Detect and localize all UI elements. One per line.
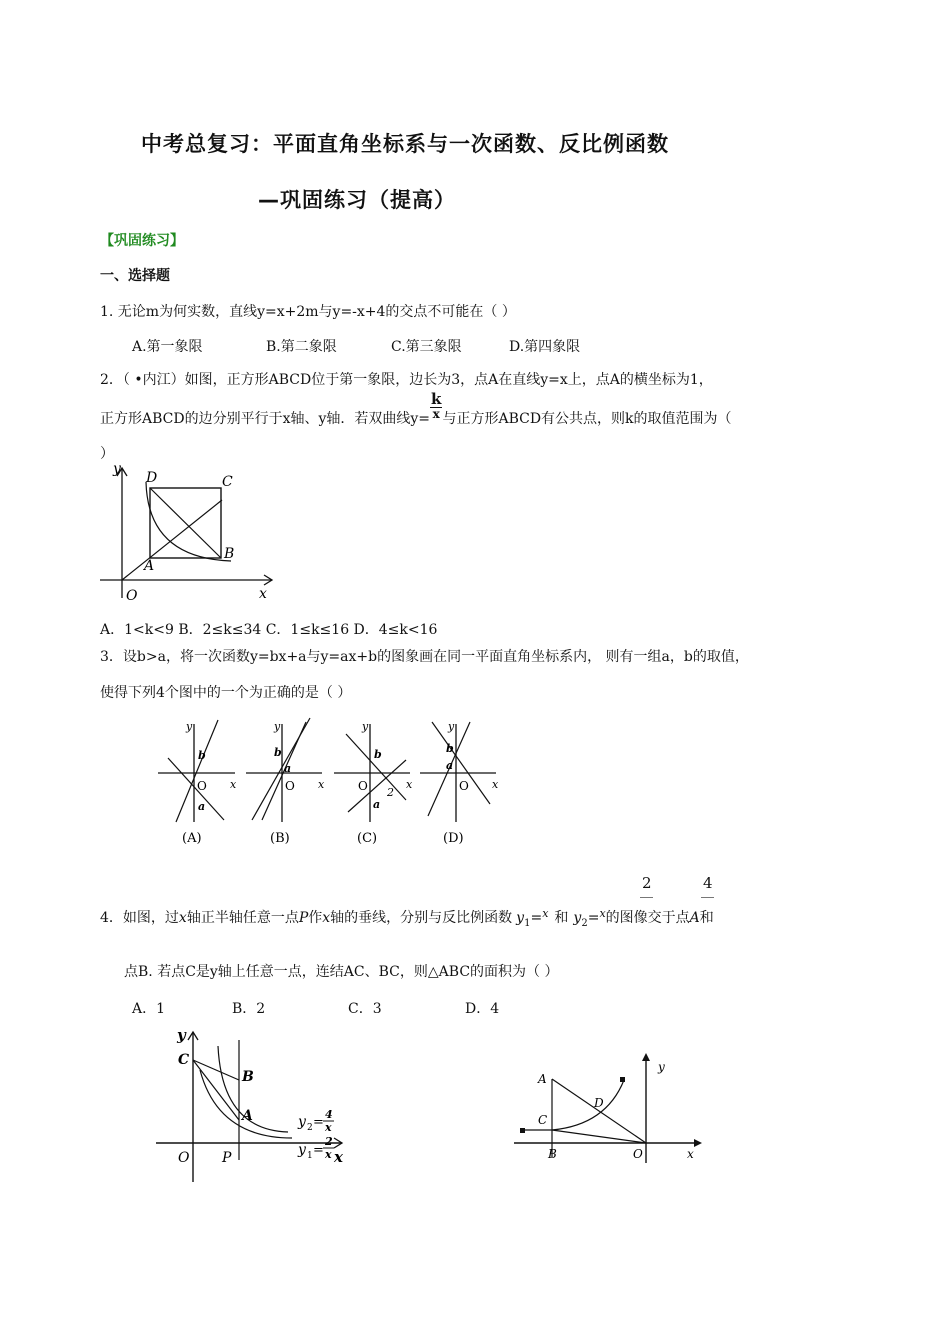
svg-text:4: 4 xyxy=(325,1108,333,1121)
q4-curve-y2 xyxy=(218,1046,288,1132)
svg-text:y: y xyxy=(186,720,193,733)
svg-text:O: O xyxy=(459,779,469,793)
svg-text:2: 2 xyxy=(325,1135,333,1148)
fig5-y-arrow-icon xyxy=(642,1053,650,1061)
svg-text:x: x xyxy=(334,1148,343,1166)
q4-line1-mid3: 轴的垂线，分别与反比例函数 xyxy=(330,910,513,926)
svg-text:a: a xyxy=(373,798,381,811)
figure-5 xyxy=(510,1045,710,1165)
q3-line1: 3．设b>a，将一次函数y=bx+a与y=ax+b的图象画在同一平面直角坐标系内， 则有一组a，b的取值， xyxy=(100,649,749,665)
diagonal-bd xyxy=(150,488,221,558)
q4-frac2-num: 4 xyxy=(703,874,713,892)
q3-figure xyxy=(150,712,510,850)
svg-text:C: C xyxy=(178,1052,190,1068)
q4-line1-post: 的图像交于点 xyxy=(605,910,690,926)
svg-text:x: x xyxy=(230,778,237,791)
q2-options: A．1<k<9 B．2≤k≤34 C．1≤k≤16 D．4≤k<16 xyxy=(100,622,438,638)
q2-label-a: A xyxy=(144,558,155,574)
svg-text:O: O xyxy=(285,779,295,793)
q4-line1 xyxy=(100,904,714,934)
svg-text:B: B xyxy=(242,1069,254,1085)
svg-text:O: O xyxy=(197,779,207,793)
svg-text:y: y xyxy=(274,720,281,733)
q4-line2: 点B. 若点C是y轴上任意一点，连结AC、BC，则△ABC的面积为（ ） xyxy=(124,964,559,980)
svg-text:O: O xyxy=(633,1147,643,1161)
svg-text:y: y xyxy=(658,1060,665,1074)
q3-panel-c xyxy=(334,720,413,846)
svg-text:y: y xyxy=(177,1026,186,1044)
q3-label-b: (B) xyxy=(270,831,290,846)
q2-line2 xyxy=(100,392,732,429)
fig5-left-marker xyxy=(520,1128,525,1133)
svg-text:=: = xyxy=(313,1115,324,1130)
svg-text:2: 2 xyxy=(307,1123,313,1133)
section-tag: 【巩固练习】 xyxy=(100,233,184,249)
q2-label-o: O xyxy=(126,588,138,604)
svg-text:b: b xyxy=(374,748,382,761)
q4-y1: y xyxy=(516,910,525,926)
q2-label-y: y xyxy=(113,461,121,477)
svg-text:b: b xyxy=(198,749,206,762)
q1-option-a: A.第一象限 xyxy=(132,339,203,355)
page-title: 中考总复习：平面直角坐标系与一次函数、反比例函数 xyxy=(141,132,669,156)
q4-he: 和 xyxy=(699,910,714,926)
q4-frac1-den: x xyxy=(542,907,549,920)
q3-label-a: (A) xyxy=(182,831,202,846)
q4-p: P xyxy=(298,910,309,926)
q2-label-d: D xyxy=(146,470,158,486)
fig5-right-marker xyxy=(620,1077,625,1082)
q1-text: 1. 无论m为何实数，直线y=x+2m与y=-x+4的交点不可能在（ ） xyxy=(100,304,516,320)
svg-text:=: = xyxy=(313,1143,324,1158)
q2-line2-pre: 正方形ABCD的边分别平行于x轴、y轴．若双曲线y= xyxy=(100,411,431,427)
svg-text:y: y xyxy=(362,720,369,733)
q1-option-d: D.第四象限 xyxy=(509,339,581,355)
svg-text:b: b xyxy=(274,746,282,759)
q1-option-b: B.第二象限 xyxy=(266,339,337,355)
q4-x: x xyxy=(178,910,187,926)
q3-panel-d xyxy=(420,720,499,846)
svg-text:x: x xyxy=(687,1147,694,1161)
hyperbola-curve xyxy=(146,482,231,561)
q2-label-x: x xyxy=(259,586,267,602)
q4-line1-pre: 4．如图，过 xyxy=(100,910,179,926)
q4-figure xyxy=(150,1020,360,1190)
svg-text:O: O xyxy=(358,779,368,793)
svg-text:y: y xyxy=(298,1142,306,1158)
fig5-curve xyxy=(552,1080,624,1130)
q2-line1: 2．（ •内江）如图，正方形ABCD位于第一象限，边长为3，点A在直线y=x上，点A的横坐标为1， xyxy=(100,372,713,388)
q4-line1-mid2: 作 xyxy=(308,910,323,926)
q1-option-c: C.第三象限 xyxy=(391,339,462,355)
q2-line2-post: 与正方形ABCD有公共点，则k的取值范围为（ xyxy=(442,411,732,427)
svg-text:C: C xyxy=(538,1113,548,1127)
q4-and: 和 xyxy=(554,910,569,926)
svg-text:y: y xyxy=(448,720,455,733)
svg-text:x: x xyxy=(406,778,413,791)
q4-option-c: C．3 xyxy=(348,1001,382,1017)
q2-label-b: B xyxy=(224,546,235,562)
q2-frac-den: x xyxy=(432,407,440,421)
svg-text:x: x xyxy=(325,1148,332,1161)
svg-text:b: b xyxy=(446,742,454,755)
q4-option-a: A．1 xyxy=(132,1001,166,1017)
q4-frac2-den: x xyxy=(599,907,606,920)
q2-label-c: C xyxy=(222,474,233,490)
q3-label-c: (C) xyxy=(357,831,378,846)
svg-text:D: D xyxy=(594,1096,604,1110)
q3-label-d: (D) xyxy=(443,831,464,846)
q4-y2-sub: 2 xyxy=(581,917,588,929)
q2-fraction xyxy=(430,392,442,420)
svg-text:y: y xyxy=(298,1114,306,1130)
q2-line3: ） xyxy=(100,446,114,462)
q4-frac2-bar xyxy=(701,897,714,898)
svg-text:A: A xyxy=(538,1072,547,1086)
q4-option-b: B．2 xyxy=(232,1001,266,1017)
q4-frac1-num: 2 xyxy=(642,874,652,892)
svg-text:1: 1 xyxy=(307,1151,313,1161)
fig5-x-arrow-icon xyxy=(694,1139,702,1147)
svg-text:a: a xyxy=(446,759,454,772)
svg-text:O: O xyxy=(178,1150,190,1166)
svg-text:x: x xyxy=(492,778,499,791)
q3-line2: 使得下列4个图中的一个为正确的是（ ） xyxy=(100,685,352,701)
q2-figure xyxy=(96,458,280,606)
q4-eq2: = xyxy=(587,910,600,926)
q4-frac1-bar xyxy=(640,897,653,898)
line-y-eq-x xyxy=(122,500,222,580)
svg-text:P: P xyxy=(222,1150,232,1166)
svg-text:B: B xyxy=(548,1147,557,1161)
q2-frac-num: k xyxy=(431,390,442,408)
part1-heading: 一、选择题 xyxy=(100,268,170,284)
q4-eq1: = xyxy=(530,910,543,926)
q4-x2: x xyxy=(322,910,331,926)
q4-y2: y xyxy=(573,910,582,926)
svg-text:x: x xyxy=(325,1121,332,1134)
q4-line1-mid1: 轴正半轴任意一点 xyxy=(186,910,299,926)
q3-panel-b xyxy=(246,718,325,846)
svg-text:2: 2 xyxy=(387,786,394,799)
svg-text:a: a xyxy=(198,800,206,813)
q4-y1-sub: 1 xyxy=(524,917,531,929)
q4-a: A xyxy=(689,910,700,926)
page-subtitle: —巩固练习（提高） xyxy=(258,188,456,212)
svg-text:x: x xyxy=(318,778,325,791)
q3-panel-a xyxy=(158,720,237,846)
q4-option-d: D．4 xyxy=(465,1001,500,1017)
svg-text:A: A xyxy=(242,1108,253,1124)
svg-text:a: a xyxy=(284,762,292,775)
